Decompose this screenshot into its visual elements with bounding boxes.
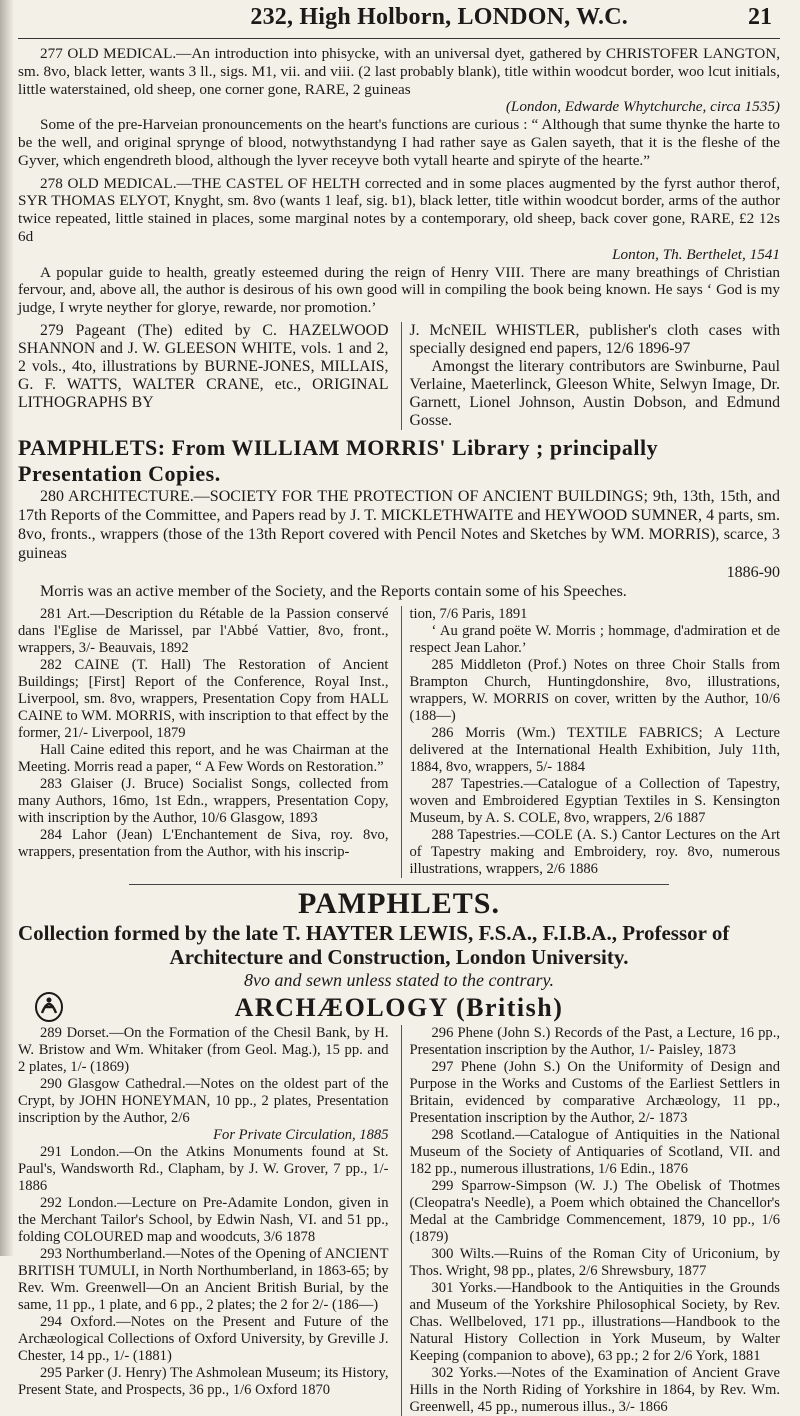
item-279-note: Amongst the literary contributors are Swinburne, Paul Verlaine, Maeterlinck, Gleeson White, Selwyn Image, Dr. Garnett, Lionel Johnson, Austin Dobson, and Edmund Gosse. [409, 357, 780, 429]
item-284-continuation: tion, 7/6 Paris, 1891 [409, 605, 528, 622]
item-299: 299 Sparrow-Simpson (W. J.) The Obelisk of Thotmes (Cleopatra's Needle), a Poem which obtained the Chancellor's Medal at the Cambridge Commencement, 1879, 10 pp., 1/6 (1879) [409, 1177, 780, 1245]
header-rule [18, 38, 780, 39]
item-288: 288 Tapestries.—COLE (A. S.) Cantor Lectures on the Art of Tapestry making and Embroidery, roy. 8vo, numerous illustrations, wrappers, 2/6 1886 [409, 826, 780, 877]
collection-line-3: 8vo and sewn unless stated to the contrary. [244, 969, 554, 990]
item-280-note: Morris was an active member of the Society, and the Reports contain some of his Speeches. [40, 582, 627, 600]
morris-pamphlets-columns [18, 606, 780, 878]
item-292: 292 London.—Lecture on Pre-Adamite London, given in the Merchant Tailor's School, by Edwin Nash, VI. and 51 pp., folding COLOURED map and woodcuts, 3/6 1878 [18, 1194, 389, 1245]
item-280: 280 ARCHITECTURE.—SOCIETY FOR THE PROTECTION OF ANCIENT BUILDINGS; 9th, 13th, 15th, and 17th Reports of the Committee, and Papers read by J. T. MICKLETHWAITE and HEYWOOD SUMNER, 4 parts, sm. 8vo, fronts., wrappers (those of the 13th Report covered with Pencil Notes and Sketches by WM. MORRIS), scarce, 3 guineas [18, 487, 780, 562]
item-282-note: Hall Caine edited this report, and he was Chairman at the Meeting. Morris read a paper, “ A Few Words on Restoration.” [18, 741, 389, 775]
pamphlets-morris-heading: PAMPHLETS: From WILLIAM MORRIS' Library ; principally Presentation Copies. [18, 434, 659, 486]
item-301: 301 Yorks.—Handbook to the Antiquities in the Grounds and Museum of the Yorkshire Philosophical Society, by Rev. Chas. Wellbeloved, 171 pp., illustrations—Handbook to the Natural History Collection in York Museum, by Walter Keeping (companion to above), 63 pp.; 2 for 2/6 York, 1881 [409, 1279, 780, 1364]
page-header [18, 4, 780, 36]
item-298: 298 Scotland.—Catalogue of Antiquities in the National Museum of the Society of Antiquaries of Scotland, VII. and 182 pp., numerous illustrations, 1/6 Edin., 1876 [409, 1126, 780, 1177]
item-279-block [18, 322, 780, 430]
item-278-imprint: Lonton, Th. Berthelet, 1541 [612, 245, 780, 263]
item-279-text: 279 Pageant (The) edited by C. HAZELWOOD SHANNON and J. W. GLEESON WHITE, vols. 1 and 2, 2 vols., 4to, illustrations by BURNE-JONES, MILLAIS, G. F. WATTS, WALTER CRANE, etc., ORIGINAL LITHOGRAPHS BY [18, 321, 389, 411]
section-rule [129, 884, 669, 885]
item-286: 286 Morris (Wm.) TEXTILE FABRICS; A Lecture delivered at the International Health Exhibition, July 11th, 1884, 8vo, wrappers, 5/- 1884 [409, 724, 780, 775]
archaeology-columns [18, 1025, 780, 1416]
page-number: 21 [748, 4, 772, 30]
item-291: 291 London.—On the Atkins Monuments found at St. Paul's, Wandsworth Rd., Clapham, by J. W. Grover, 7 pp., 1/- 1886 [18, 1143, 389, 1194]
pamphlets-heading: PAMPHLETS. [298, 886, 500, 920]
item-295: 295 Parker (J. Henry) The Ashmolean Museum; its History, Present State, and Prospects, 36 pp., 1/6 Oxford 1870 [18, 1364, 389, 1398]
item-284: 284 Lahor (Jean) L'Enchantement de Siva, roy. 8vo, wrappers, presentation from the Author, with his inscrip- [18, 826, 389, 860]
item-294: 294 Oxford.—Notes on the Present and Future of the Archæological Collections of Oxford University, by Greville J. Chester, 14 pp., 1/- (1881) [18, 1313, 389, 1364]
page-fold-shadow [0, 0, 14, 1256]
item-283: 283 Glaiser (J. Bruce) Socialist Songs, collected from many Authors, 16mo, 1st Edn., wrappers, Presentation Copy, with inscription by the Author, 10/6 Glasgow, 1893 [18, 775, 389, 826]
item-279-continuation: J. McNEIL WHISTLER, publisher's cloth cases with specially designed end papers, 12/6 1896-97 [409, 321, 780, 357]
morris-right-column [401, 606, 781, 878]
item-282: 282 CAINE (T. Hall) The Restoration of Ancient Buildings; [First] Report of the Conference, Royal Inst., Liverpool, sm. 8vo, wrappers, Presentation Copy from HALL CAINE to WM. MORRIS, with inscription to that effect by the former, 21/- Liverpool, 1879 [18, 656, 389, 741]
item-279-right [401, 322, 781, 430]
item-278-note: A popular guide to health, greatly esteemed during the reign of Henry VIII. There are many breathings of Christian fervour, and, above all, the author is desirous of his own good will in compiling the book being known. He says ‘ God is my judge, I wryte neyther for glorye, rewarde, nor promotion.’ [18, 263, 780, 317]
archaeology-heading-row [18, 991, 780, 1025]
morris-left-column [18, 606, 389, 878]
item-277: 277 OLD MEDICAL.—An introduction into phisycke, with an universal dyet, gathered by CHRISTOFER LANGTON, sm. 8vo, black letter, wants 3 ll., sigs. M1, vii. and viii. (2 last probably blank), title within woodcut border, woo lcut initials, little waterstained, old sheep, one corner gone, RARE, 2 guineas [18, 45, 780, 98]
item-302: 302 Yorks.—Notes of the Examination of Ancient Grave Hills in the North Riding of Yorkshire in 1864, by Rev. Wm. Greenwell, 45 pp., numerous illus., 3/- 1866 [409, 1364, 780, 1415]
item-289: 289 Dorset.—On the Formation of the Chesil Bank, by H. W. Bristow and Wm. Whitaker (from Geol. Mag.), 15 pp. and 2 plates, 1/- (1869) [18, 1024, 389, 1075]
collection-line-1: Collection formed by the late T. HAYTER LEWIS, F.S.A., F.I.B.A., Professor of [18, 920, 730, 945]
archaeology-right-column [401, 1025, 781, 1416]
item-285: 285 Middleton (Prof.) Notes on three Choir Stalls from Brampton Church, Huntingdonshire, 8vo, illustrations, wrappers, W. MORRIS on cover, written by the Author, 10/6 (188—) [409, 656, 780, 724]
collection-line-2: Architecture and Construction, London University. [169, 944, 629, 969]
item-280-block [18, 487, 780, 601]
item-300: 300 Wilts.—Ruins of the Roman City of Uriconium, by Thos. Wright, 98 pp., plates, 2/6 Shrewsbury, 1877 [409, 1245, 780, 1279]
item-281: 281 Art.—Description du Rétable de la Passion conservé dans l'Eglise de Marissel, par l'Abbé Vattier, 8vo, front., wrappers, 3/- Beauvais, 1892 [18, 605, 389, 656]
item-296: 296 Phene (John S.) Records of the Past, a Lecture, 16 pp., Presentation inscription by the Author, 1/- Paisley, 1873 [409, 1024, 780, 1058]
printer-device-emblem-icon [34, 991, 64, 1028]
archaeology-heading: ARCHÆOLOGY (British) [234, 992, 564, 1022]
item-290: 290 Glasgow Cathedral.—Notes on the oldest part of the Crypt, by JOHN HONEYMAN, 10 pp., 2 plates, Presentation inscription by the Author, 2/6 [18, 1075, 389, 1126]
item-290-imprint: For Private Circulation, 1885 [213, 1126, 389, 1143]
item-280-date: 1886-90 [726, 563, 780, 581]
item-297: 297 Phene (John S.) On the Uniformity of Design and Purpose in the Works and Customs of the Earliest Settlers in Britain, evidenced by comparative Archæology, 11 pp., Presentation inscription by the Author, 2/- 1873 [409, 1058, 780, 1126]
item-277-imprint: (London, Edwarde Whytchurche, circa 1535) [505, 98, 780, 116]
running-title: 232, High Holborn, LONDON, W.C. [250, 4, 628, 30]
item-277-note: Some of the pre-Harveian pronouncements on the heart's functions are curious : “ Although that sume thynke the harte to be the well, and original sprynge of blood, notwythstandyng I had rather saye as Galen sayeth, that it is the fleshe of the Gyver, which engendreth blood, although the lyver receyve both vytall hearte and spiryte of the hearte.” [18, 116, 780, 169]
item-287: 287 Tapestries.—Catalogue of a Collection of Tapestry, woven and Embroidered Egyptian Textiles in S. Kensington Museum, by A. S. COLE, 8vo, wrappers, 2/6 1887 [409, 775, 780, 826]
archaeology-left-column [18, 1025, 389, 1416]
item-279-left [18, 322, 389, 430]
top-section [18, 45, 780, 317]
item-278: 278 OLD MEDICAL.—THE CASTEL OF HELTH corrected and in some places augmented by the fyrst author therof, SYR THOMAS ELYOT, Knyght, sm. 8vo (wants 1 leaf, sig. b1), black letter, title within woodcut border, arms of the author twice repeated, little stained in places, some marginal notes by a contemporary, old sheep, back cover gone, RARE, £2 12s 6d [18, 174, 780, 245]
item-293: 293 Northumberland.—Notes of the Opening of ANCIENT BRITISH TUMULI, in North Northumberland, in 1863-65; by Rev. Wm. Greenwell—On an Ancient British Burial, by the same, 11 pp., 1 plate, and 6 pp., 2 plates; the 2 for 2/- (186—) [18, 1245, 389, 1313]
item-284-note: ‘ Au grand poëte W. Morris ; hommage, d'admiration et de respect Jean Lahor.’ [409, 622, 780, 656]
